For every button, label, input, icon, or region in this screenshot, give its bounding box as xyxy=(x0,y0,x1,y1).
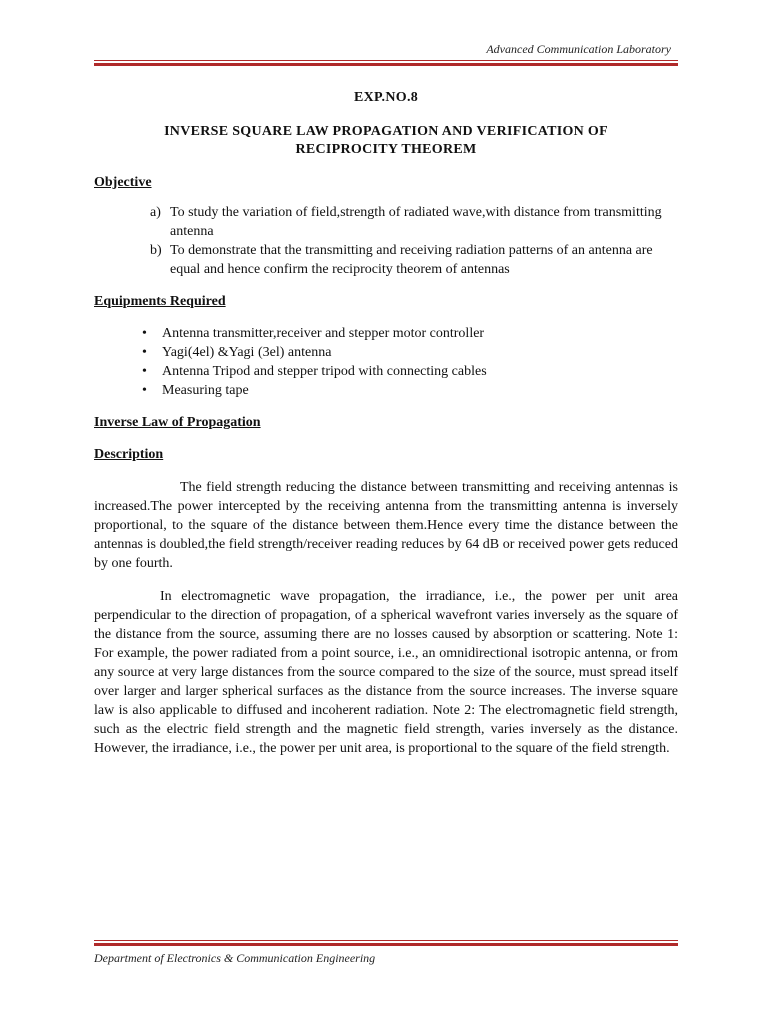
experiment-title-line-1: INVERSE SQUARE LAW PROPAGATION AND VERIFICATION OF xyxy=(164,124,608,139)
equipment-text: Yagi(4el) &Yagi (3el) antenna xyxy=(162,345,332,360)
equipment-item xyxy=(142,343,678,362)
objective-marker: a) xyxy=(150,205,161,220)
header-title: Advanced Communication Laboratory xyxy=(486,42,671,56)
equipment-text: Measuring tape xyxy=(162,383,249,398)
equipment-item xyxy=(142,362,678,381)
equipment-item xyxy=(142,324,678,343)
header-rule-thick xyxy=(94,63,678,66)
objective-list xyxy=(94,203,678,279)
equipment-list xyxy=(94,324,678,400)
equipment-text: Antenna transmitter,receiver and stepper motor controller xyxy=(162,326,485,341)
equipment-item xyxy=(142,381,678,400)
header-rule xyxy=(94,60,678,66)
description-heading: Description xyxy=(94,447,164,462)
bullet-icon: • xyxy=(142,364,147,379)
experiment-number: EXP.NO.8 xyxy=(353,90,419,105)
inverse-law-heading: Inverse Law of Propagation xyxy=(94,415,261,430)
equipment-text: Antenna Tripod and stepper tripod with connecting cables xyxy=(162,364,487,379)
description-paragraph-1: The field strength reducing the distance between transmitting and receiving antennas is increased.The power intercepted by the receiving antenna from the transmitting antenna is inversely proportional, to the square of the distance between them.Hence every time the distance between the antennas is doubled,the field strength/receiver reading reduces by 64 dB or received power gets reduced by one fourth. xyxy=(94,480,678,571)
footer-text: Department of Electronics & Communication Engineering xyxy=(94,951,376,965)
bullet-icon: • xyxy=(142,345,147,360)
experiment-title-line-2: RECIPROCITY THEOREM xyxy=(295,142,477,157)
bullet-icon: • xyxy=(142,383,147,398)
footer-rule-thin xyxy=(94,940,678,941)
header-rule-thin xyxy=(94,60,678,61)
objective-heading: Objective xyxy=(94,175,152,190)
equipment-heading: Equipments Required xyxy=(94,294,226,309)
document-body xyxy=(94,88,678,758)
objective-marker: b) xyxy=(150,243,162,258)
objective-text: To study the variation of field,strength of radiated wave,with distance from transmitting antenna xyxy=(170,205,662,239)
bullet-icon: • xyxy=(142,326,147,341)
footer-rule xyxy=(94,940,678,946)
description-paragraph-2: In electromagnetic wave propagation, the irradiance, i.e., the power per unit area perpendicular to the direction of propagation, of a spherical wavefront varies inversely as the square of the distance from the source, assuming there are no losses caused by absorption or scattering. Note 1: For example, the power radiated from a point source, i.e., an omnidirectional isotropic antenna, or from any source at very large distances from the source compared to the size of the source, must spread itself over larger and larger spherical surfaces as the distance from the source increases. The inverse square law is also applicable to diffused and incoherent radiation. Note 2: The electromagnetic field strength, such as the electric field strength and the magnetic field strength, varies inversely as the distance. However, the irradiance, i.e., the power per unit area, is proportional to the square of the field strength. xyxy=(94,589,678,756)
objective-item xyxy=(150,241,678,279)
objective-item xyxy=(150,203,678,241)
objective-text: To demonstrate that the transmitting and receiving radiation patterns of an antenna are equal and hence confirm the reciprocity theorem of antennas xyxy=(170,243,653,277)
footer-rule-thick xyxy=(94,943,678,946)
